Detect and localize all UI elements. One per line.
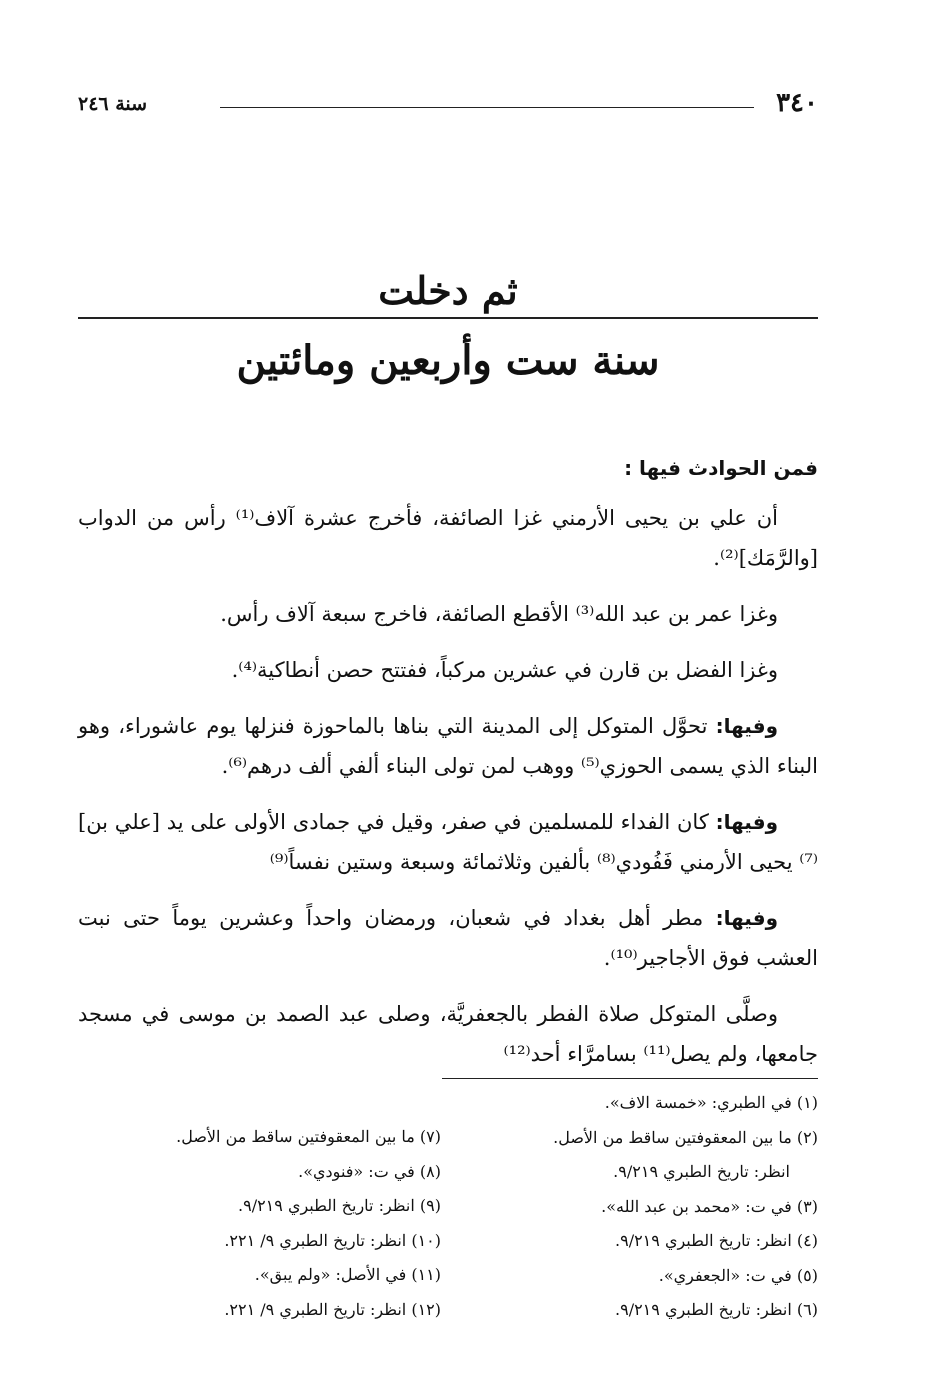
paragraph-text: كان الفداء للمسلمين في صفر، وقيل في جمادى الأولى على يد [علي بن]⁽⁷⁾ يحيى الأرمني فَفُودي⁽⁸⁾ بألفين وثلاثمائة وسبعة وستين نفساً⁽⁹⁾ bbox=[78, 810, 818, 874]
running-header bbox=[78, 88, 818, 120]
footnote: انظر: تاريخ الطبري ٩/٢١٩. bbox=[613, 1162, 790, 1181]
paragraph bbox=[78, 706, 818, 786]
paragraph-text: وغزا عمر بن عبد الله⁽³⁾ الأقطع الصائفة، فاخرج سبعة آلاف رأس. bbox=[220, 602, 778, 626]
page-number: ٣٤٠ bbox=[776, 88, 818, 118]
header-rule bbox=[220, 107, 754, 108]
paragraph-text: وصلَّى المتوكل صلاة الفطر بالجعفريَّة، وصلى عبد الصمد بن موسى في مسجد جامعها، ولم يصل⁽¹¹⁾ بسامرَّاء أحد⁽¹²⁾ bbox=[78, 1002, 818, 1066]
paragraph-text: تحوَّل المتوكل إلى المدينة التي بناها بالماحوزة فنزلها يوم عاشوراء، وهو البناء الذي يسمى الحوزي⁽⁵⁾ ووهب لمن تولى البناء ألفي ألف درهم⁽⁶⁾. bbox=[78, 714, 818, 778]
paragraph-text: وغزا الفضل بن قارن في عشرين مركباً، ففتتح حصن أنطاكية⁽⁴⁾. bbox=[231, 658, 778, 682]
paragraph-text: مطر أهل بغداد في شعبان، ورمضان واحداً وعشرين يوماً حتى نبت العشب فوق الأجاجير⁽¹⁰⁾. bbox=[78, 906, 818, 970]
footnote: (٦) انظر: تاريخ الطبري ٩/٢١٩. bbox=[615, 1300, 818, 1319]
paragraph bbox=[78, 650, 818, 690]
footnote: (٢) ما بين المعقوفتين ساقط من الأصل. bbox=[553, 1127, 818, 1147]
running-year-label: سنة ٢٤٦ bbox=[78, 93, 148, 115]
main-text bbox=[78, 448, 818, 1090]
footnote: (١٢) انظر: تاريخ الطبري ٩/ ٢٢١. bbox=[224, 1299, 441, 1319]
footnote: (٩) انظر: تاريخ الطبري ٩/٢١٩. bbox=[238, 1196, 441, 1215]
footnotes-right-column bbox=[458, 1086, 818, 1328]
paragraph bbox=[78, 594, 818, 634]
events-heading: فمن الحوادث فيها : bbox=[624, 456, 818, 480]
chapter-title-year: سنة ست وأربعين ومائتين bbox=[236, 337, 660, 384]
footnote-divider bbox=[442, 1078, 818, 1079]
footnote: (٨) في ت: «فنودي». bbox=[298, 1161, 441, 1181]
paragraph-text: أن علي بن يحيى الأرمني غزا الصائفة، فأخرج عشرة آلاف⁽¹⁾ رأس من الدواب [والرَّمَك]⁽²⁾. bbox=[78, 506, 818, 570]
footnote: (٧) ما بين المعقوفتين ساقط من الأصل. bbox=[176, 1127, 441, 1146]
footnote: (٤) انظر: تاريخ الطبري ٩/٢١٩. bbox=[615, 1231, 818, 1250]
footnote: (٣) في ت: «محمد بن عبد الله». bbox=[601, 1196, 818, 1216]
paragraph bbox=[78, 994, 818, 1074]
paragraph-lead: وفيها: bbox=[715, 906, 778, 930]
paragraph-lead: وفيها: bbox=[715, 714, 778, 738]
footnotes-left-column bbox=[81, 1120, 441, 1327]
paragraph bbox=[78, 802, 818, 882]
footnote: (٥) في ت: «الجعفري». bbox=[658, 1265, 818, 1285]
paragraph bbox=[78, 898, 818, 978]
footnote: (١١) في الأصل: «ولم يبق». bbox=[254, 1265, 441, 1284]
chapter-title-intro: ثم دخلت bbox=[378, 268, 518, 313]
title-divider bbox=[78, 317, 818, 319]
footnote: (١) في الطبري: «خمسة الاف». bbox=[604, 1093, 818, 1112]
paragraph bbox=[78, 498, 818, 578]
paragraph-lead: وفيها: bbox=[715, 810, 778, 834]
footnote: (١٠) انظر: تاريخ الطبري ٩/ ٢٢١. bbox=[224, 1230, 441, 1250]
